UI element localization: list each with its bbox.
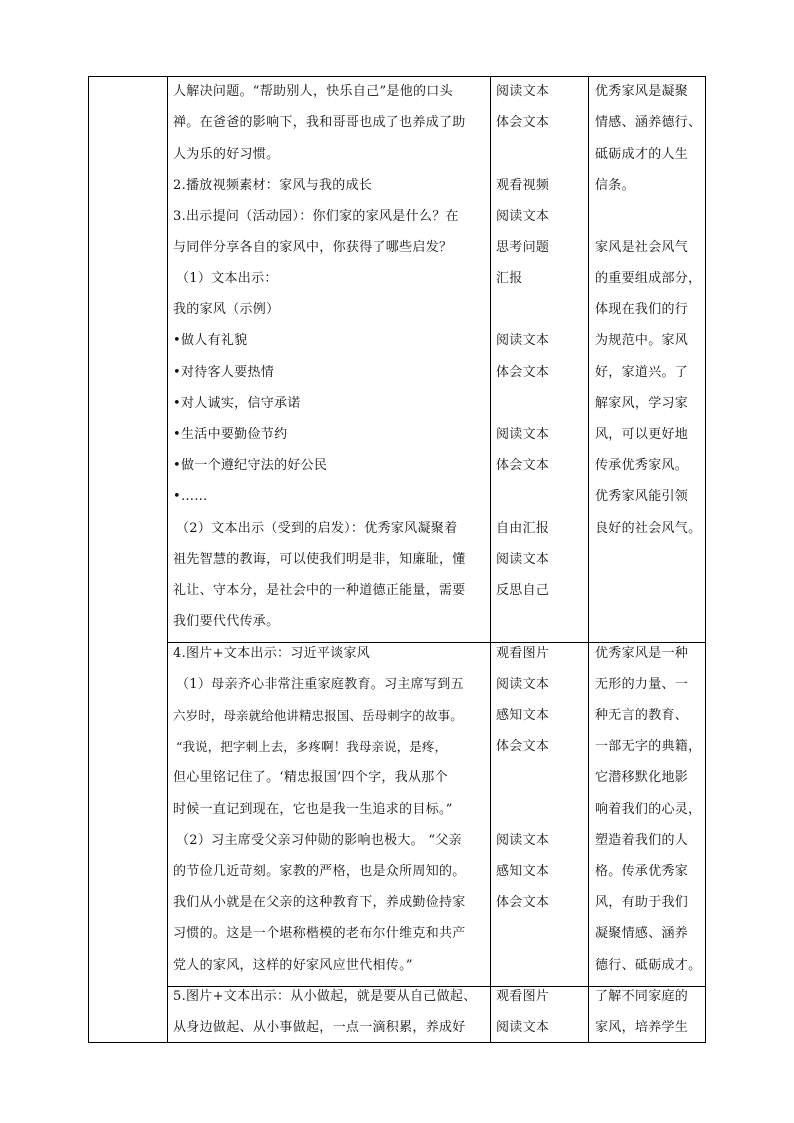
content-line: 礼让、守本分，是社会中的一种道德正能量，需要 [173,583,466,598]
activity-line: 观看视频 [496,178,550,193]
activity-line: 阅读文本 [496,833,550,848]
activity-line: 反思自己 [496,583,550,598]
activity-line: 体会文本 [496,115,550,130]
content-line: 党人的家风，这样的好家风应世代相传。” [173,958,413,973]
content-line: （1）母亲齐心非常注重家庭教育。习主席写到五 [176,677,464,692]
intent-line: 信条。 [595,178,635,193]
content-line: •对待客人要热情 [173,365,275,380]
activity-line: 阅读文本 [496,333,550,348]
intent-line: 格。传承优秀家 [595,864,689,879]
intent-line: 无形的力量、一 [595,677,689,692]
intent-line: 了解不同家庭的 [595,989,689,1004]
row-divider-1 [167,642,705,643]
content-line: 从身边做起、从小事做起，一点一滴积累，养成好 [173,1020,466,1035]
intent-line: 德行、砥砺成才。 [595,958,702,973]
content-line: 4.图片+文本出示：习近平谈家风 [173,646,371,661]
intent-line: 种无言的教育、 [595,708,689,723]
intent-line: 家风是社会风气 [595,240,689,255]
content-line: 祖先智慧的教诲，可以使我们明是非，知廉耻，懂 [173,552,466,567]
activity-line: 观看图片 [496,989,550,1004]
content-line: 与同伴分享各自的家风中，你获得了哪些启发？ [173,240,453,255]
activity-line: 体会文本 [496,365,550,380]
content-line: 禅。在爸爸的影响下，我和哥哥也成了也养成了助 [173,115,466,130]
activity-line: 体会文本 [496,895,550,910]
content-line: 时候一直记到现在，它也是我一生追求的目标。” [173,802,453,817]
column-divider-1 [167,77,168,1042]
activity-line: 阅读文本 [496,427,550,442]
intent-line: 为规范中。家风 [595,333,689,348]
content-line: 的节俭几近苛刻。家教的严格，也是众所周知的。 [173,864,466,879]
content-line: “我说，把字刺上去，多疼啊！我母亲说，是疼， [176,739,448,754]
activity-line: 阅读文本 [496,1020,550,1035]
intent-line: 家风，培养学生 [595,1020,689,1035]
column-divider-2 [490,77,491,1042]
activity-line: 感知文本 [496,708,550,723]
content-line: •做人有礼貌 [173,333,248,348]
content-line: 我们要代代传承。 [173,614,280,629]
content-line: 人解决问题。“帮助别人，快乐自己”是他的口头 [173,84,453,99]
content-line: •对人诚实，信守承诺 [173,396,301,411]
intent-line: 它潜移默化地影 [595,770,689,785]
content-line: 人为乐的好习惯。 [173,147,280,162]
content-line: 习惯的。这是一个堪称楷模的老布尔什维克和共产 [173,926,466,941]
intent-line: 响着我们的心灵， [595,802,702,817]
intent-line: 情感、涵养德行、 [595,115,702,130]
content-line: 3.出示提问（活动园）：你们家的家风是什么？在 [173,209,459,224]
intent-line: 好，家道兴。了 [595,365,689,380]
activity-line: 观看图片 [496,646,550,661]
intent-line: 优秀家风是一种 [595,646,689,661]
activity-line: 阅读文本 [496,552,550,567]
intent-line: 体现在我们的行 [595,302,689,317]
activity-line: 感知文本 [496,864,550,879]
intent-line: 传承优秀家风。 [595,458,689,473]
intent-line: 解家风，学习家 [595,396,689,411]
intent-line: 优秀家风是凝聚 [595,84,689,99]
content-line: 但心里铭记住了。‘精忠报国’四个字，我从那个 [173,770,448,785]
content-line: •…… [173,489,208,504]
intent-line: 风，有助于我们 [595,895,689,910]
intent-line: 一部无字的典籍， [595,739,702,754]
activity-line: 自由汇报 [496,521,550,536]
content-line: 我们从小就是在父亲的这种教育下，养成勤俭持家 [173,895,466,910]
content-line: （2）文本出示（受到的启发）：优秀家风凝聚着 [176,521,458,536]
intent-line: 的重要组成部分， [595,271,702,286]
intent-line: 塑造着我们的人 [595,833,689,848]
activity-line: 体会文本 [496,739,550,754]
activity-line: 阅读文本 [496,209,550,224]
intent-line: 良好的社会风气。 [595,521,702,536]
row-divider-2 [167,986,705,987]
activity-line: 思考问题 [496,240,550,255]
activity-line: 阅读文本 [496,84,550,99]
activity-line: 阅读文本 [496,677,550,692]
content-line: •做一个遵纪守法的好公民 [173,458,328,473]
content-line: 六岁时，母亲就给他讲精忠报国、岳母刺字的故事。 [173,708,463,723]
content-line: •生活中要勤俭节约 [173,427,288,442]
content-line: 我的家风（示例） [173,302,280,317]
content-line: 2.播放视频素材：家风与我的成长 [173,178,373,193]
column-divider-3 [588,77,589,1042]
content-line: 5.图片+文本出示：从小做起，就是要从自己做起、 [173,989,477,1004]
intent-line: 风，可以更好地 [595,427,689,442]
content-line: （1）文本出示： [176,271,278,286]
intent-line: 砥砺成才的人生 [595,147,689,162]
intent-line: 优秀家风能引领 [595,489,689,504]
activity-line: 汇报 [496,271,523,286]
intent-line: 凝聚情感、涵养 [595,926,689,941]
content-line: （2）习主席受父亲习仲勋的影响也极大。 “父亲 [176,833,462,848]
activity-line: 体会文本 [496,458,550,473]
